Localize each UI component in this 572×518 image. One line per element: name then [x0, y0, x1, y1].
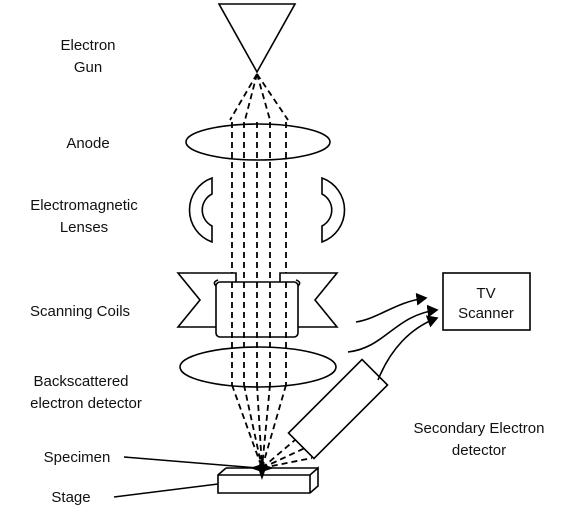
label-secondary-2: detector — [451, 442, 507, 459]
label-tv: TV — [476, 285, 496, 302]
label-electron-gun-2: Gun — [73, 59, 103, 76]
lens-left — [189, 178, 212, 242]
signal-arrow-3 — [378, 318, 437, 380]
label-specimen: Specimen — [43, 449, 111, 466]
label-stage: Stage — [51, 489, 91, 506]
electron-beam — [230, 74, 288, 468]
anode — [186, 124, 330, 160]
secondary-electron-detector — [289, 360, 388, 459]
label-lenses-2: Lenses — [59, 219, 109, 236]
stage — [218, 468, 318, 493]
label-backscattered-1: Backscattered — [33, 373, 129, 390]
specimen-pointer — [124, 457, 258, 468]
backscattered-detector — [180, 347, 336, 387]
electron-gun — [219, 4, 295, 72]
label-scanner: Scanner — [458, 305, 514, 322]
label-lenses-1: Electromagnetic — [30, 197, 138, 214]
label-scanning-coils: Scanning Coils — [29, 303, 131, 320]
label-secondary-1: Secondary Electron — [413, 420, 545, 437]
lens-right — [322, 178, 345, 242]
label-electron-gun-1: Electron — [60, 37, 116, 54]
label-backscattered-2: electron detector — [30, 395, 142, 412]
signal-arrow-2 — [348, 310, 437, 352]
label-anode: Anode — [66, 135, 110, 152]
scanning-coil-cylinder — [216, 282, 298, 337]
stage-pointer — [114, 484, 218, 497]
signal-arrow-1 — [356, 298, 426, 322]
